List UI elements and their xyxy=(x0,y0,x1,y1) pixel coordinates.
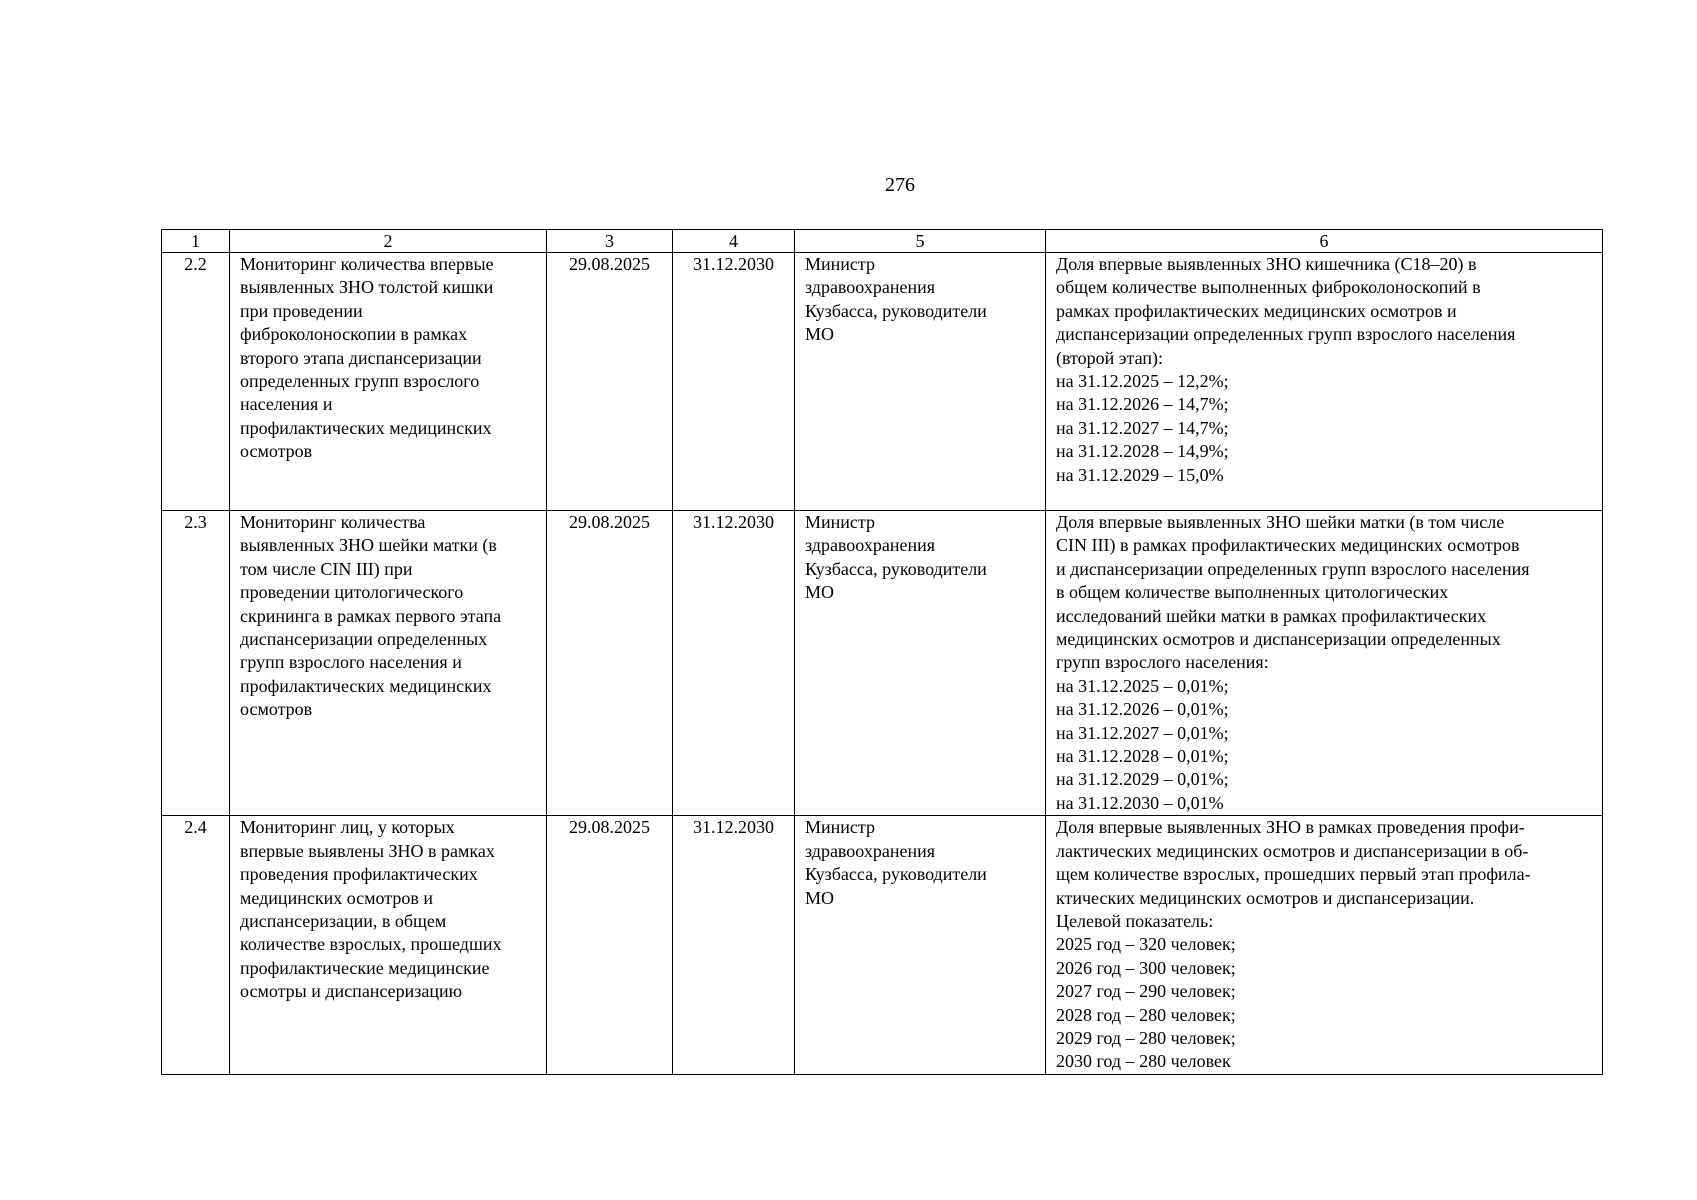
description-line: проведении цитологического xyxy=(240,582,464,603)
responsible xyxy=(795,253,1046,511)
description-line: выявленных ЗНО шейки матки (в xyxy=(240,535,497,556)
result-line: рамках профилактических медицинских осмотров и xyxy=(1056,300,1457,321)
page-number: 276 xyxy=(885,174,915,196)
result-line: 2027 год – 290 человек; xyxy=(1056,981,1236,1002)
responsible-line: Кузбасса, руководители xyxy=(805,864,987,885)
result-line: на 31.12.2025 – 0,01%; xyxy=(1056,675,1229,696)
result-line: на 31.12.2028 – 0,01%; xyxy=(1056,746,1229,767)
start-date: 29.08.2025 xyxy=(547,816,673,1074)
result-line: на 31.12.2029 – 0,01%; xyxy=(1056,769,1229,790)
row-number: 2.4 xyxy=(162,816,230,1074)
responsible-line: МО xyxy=(805,887,835,908)
responsible-line: Министр xyxy=(805,817,875,838)
result-indicator xyxy=(1046,816,1603,1074)
description-line: при проведении xyxy=(240,300,363,321)
responsible-line: Кузбасса, руководители xyxy=(805,558,987,579)
result-indicator xyxy=(1046,511,1603,816)
description-line: диспансеризации, в общем xyxy=(240,910,447,931)
column-header-4: 4 xyxy=(673,230,795,253)
column-header-6: 6 xyxy=(1046,230,1603,253)
column-header-2: 2 xyxy=(230,230,547,253)
start-date: 29.08.2025 xyxy=(547,253,673,511)
result-line: Целевой показатель: xyxy=(1056,910,1214,931)
description-line: количестве взрослых, прошедших xyxy=(240,934,502,955)
result-line: на 31.12.2027 – 14,7%; xyxy=(1056,417,1229,438)
end-date: 31.12.2030 xyxy=(673,511,795,816)
description-line: медицинских осмотров и xyxy=(240,887,434,908)
result-line: щем количестве взрослых, прошедших первый этап профила- xyxy=(1056,864,1531,885)
result-line: общем количестве выполненных фиброколоноскопий в xyxy=(1056,277,1481,298)
result-indicator xyxy=(1046,253,1603,511)
result-line: Доля впервые выявленных ЗНО в рамках проведения профи- xyxy=(1056,817,1525,838)
header-row xyxy=(162,230,1603,253)
column-header-3: 3 xyxy=(547,230,673,253)
description-line: второго этапа диспансеризации xyxy=(240,347,482,368)
result-line: на 31.12.2027 – 0,01%; xyxy=(1056,722,1229,743)
result-line: на 31.12.2026 – 14,7%; xyxy=(1056,394,1229,415)
description-line: профилактических медицинских xyxy=(240,675,492,696)
result-line: на 31.12.2025 – 12,2%; xyxy=(1056,371,1229,392)
result-line: 2025 год – 320 человек; xyxy=(1056,934,1236,955)
result-line: и диспансеризации определенных групп взрослого населения xyxy=(1056,558,1530,579)
result-line: медицинских осмотров и диспансеризации определенных xyxy=(1056,629,1501,650)
responsible-line: здравоохранения xyxy=(805,277,936,298)
result-line: исследований шейки матки в рамках профилактических xyxy=(1056,605,1487,626)
result-line: CIN III) в рамках профилактических медицинских осмотров xyxy=(1056,535,1520,556)
row-description xyxy=(230,816,547,1074)
description-line: проведения профилактических xyxy=(240,864,478,885)
description-line: Мониторинг количества впервые xyxy=(240,254,494,274)
responsible-line: здравоохранения xyxy=(805,535,936,556)
result-line: (второй этап): xyxy=(1056,347,1163,368)
row-number: 2.3 xyxy=(162,511,230,816)
description-line: населения и xyxy=(240,394,333,415)
row-description xyxy=(230,253,547,511)
end-date: 31.12.2030 xyxy=(673,253,795,511)
description-line: осмотров xyxy=(240,441,313,462)
responsible-line: МО xyxy=(805,582,835,603)
responsible-line: МО xyxy=(805,324,835,345)
description-line: диспансеризации определенных xyxy=(240,629,488,650)
description-line: скрининга в рамках первого этапа xyxy=(240,605,502,626)
result-line: Доля впервые выявленных ЗНО кишечника (С18–20) в xyxy=(1056,254,1477,274)
result-line: ктических медицинских осмотров и диспансеризации. xyxy=(1056,887,1475,908)
column-header-5: 5 xyxy=(795,230,1046,253)
responsible-line: здравоохранения xyxy=(805,840,936,861)
result-line: лактических медицинских осмотров и диспансеризации в об- xyxy=(1056,840,1529,861)
description-line: осмотры и диспансеризацию xyxy=(240,981,463,1002)
result-line: в общем количестве выполненных цитологических xyxy=(1056,582,1449,603)
result-line: 2029 год – 280 человек; xyxy=(1056,1027,1236,1048)
description-line: впервые выявлены ЗНО в рамках xyxy=(240,840,495,861)
description-line: Мониторинг количества xyxy=(240,512,426,532)
description-line: том числе CIN III) при xyxy=(240,558,413,579)
result-line: 2030 год – 280 человек xyxy=(1056,1051,1231,1072)
description-line: профилактических медицинских xyxy=(240,417,492,438)
description-line: выявленных ЗНО толстой кишки xyxy=(240,277,494,298)
table-row xyxy=(162,511,1603,816)
result-line: на 31.12.2026 – 0,01%; xyxy=(1056,699,1229,720)
description-line: фиброколоноскопии в рамках xyxy=(240,324,468,345)
responsible xyxy=(795,511,1046,816)
row-number: 2.2 xyxy=(162,253,230,511)
responsible-line: Министр xyxy=(805,254,875,274)
responsible-line: Кузбасса, руководители xyxy=(805,300,987,321)
description-line: Мониторинг лиц, у которых xyxy=(240,817,455,838)
column-header-1: 1 xyxy=(162,230,230,253)
result-line: 2028 год – 280 человек; xyxy=(1056,1004,1236,1025)
table-row xyxy=(162,253,1603,511)
responsible xyxy=(795,816,1046,1074)
result-line: диспансеризации определенных групп взрослого населения xyxy=(1056,324,1516,345)
result-line: групп взрослого населения: xyxy=(1056,652,1269,673)
result-line: на 31.12.2028 – 14,9%; xyxy=(1056,441,1229,462)
description-line: определенных групп взрослого xyxy=(240,371,480,392)
row-description xyxy=(230,511,547,816)
activities-table xyxy=(161,229,1603,1075)
responsible-line: Министр xyxy=(805,512,875,532)
end-date: 31.12.2030 xyxy=(673,816,795,1074)
description-line: осмотров xyxy=(240,699,313,720)
start-date: 29.08.2025 xyxy=(547,511,673,816)
table-row xyxy=(162,816,1603,1074)
result-line: на 31.12.2030 – 0,01% xyxy=(1056,792,1224,813)
result-line: 2026 год – 300 человек; xyxy=(1056,957,1236,978)
result-line: Доля впервые выявленных ЗНО шейки матки (в том числе xyxy=(1056,512,1505,532)
description-line: профилактические медицинские xyxy=(240,957,490,978)
description-line: групп взрослого населения и xyxy=(240,652,462,673)
result-line: на 31.12.2029 – 15,0% xyxy=(1056,464,1224,485)
